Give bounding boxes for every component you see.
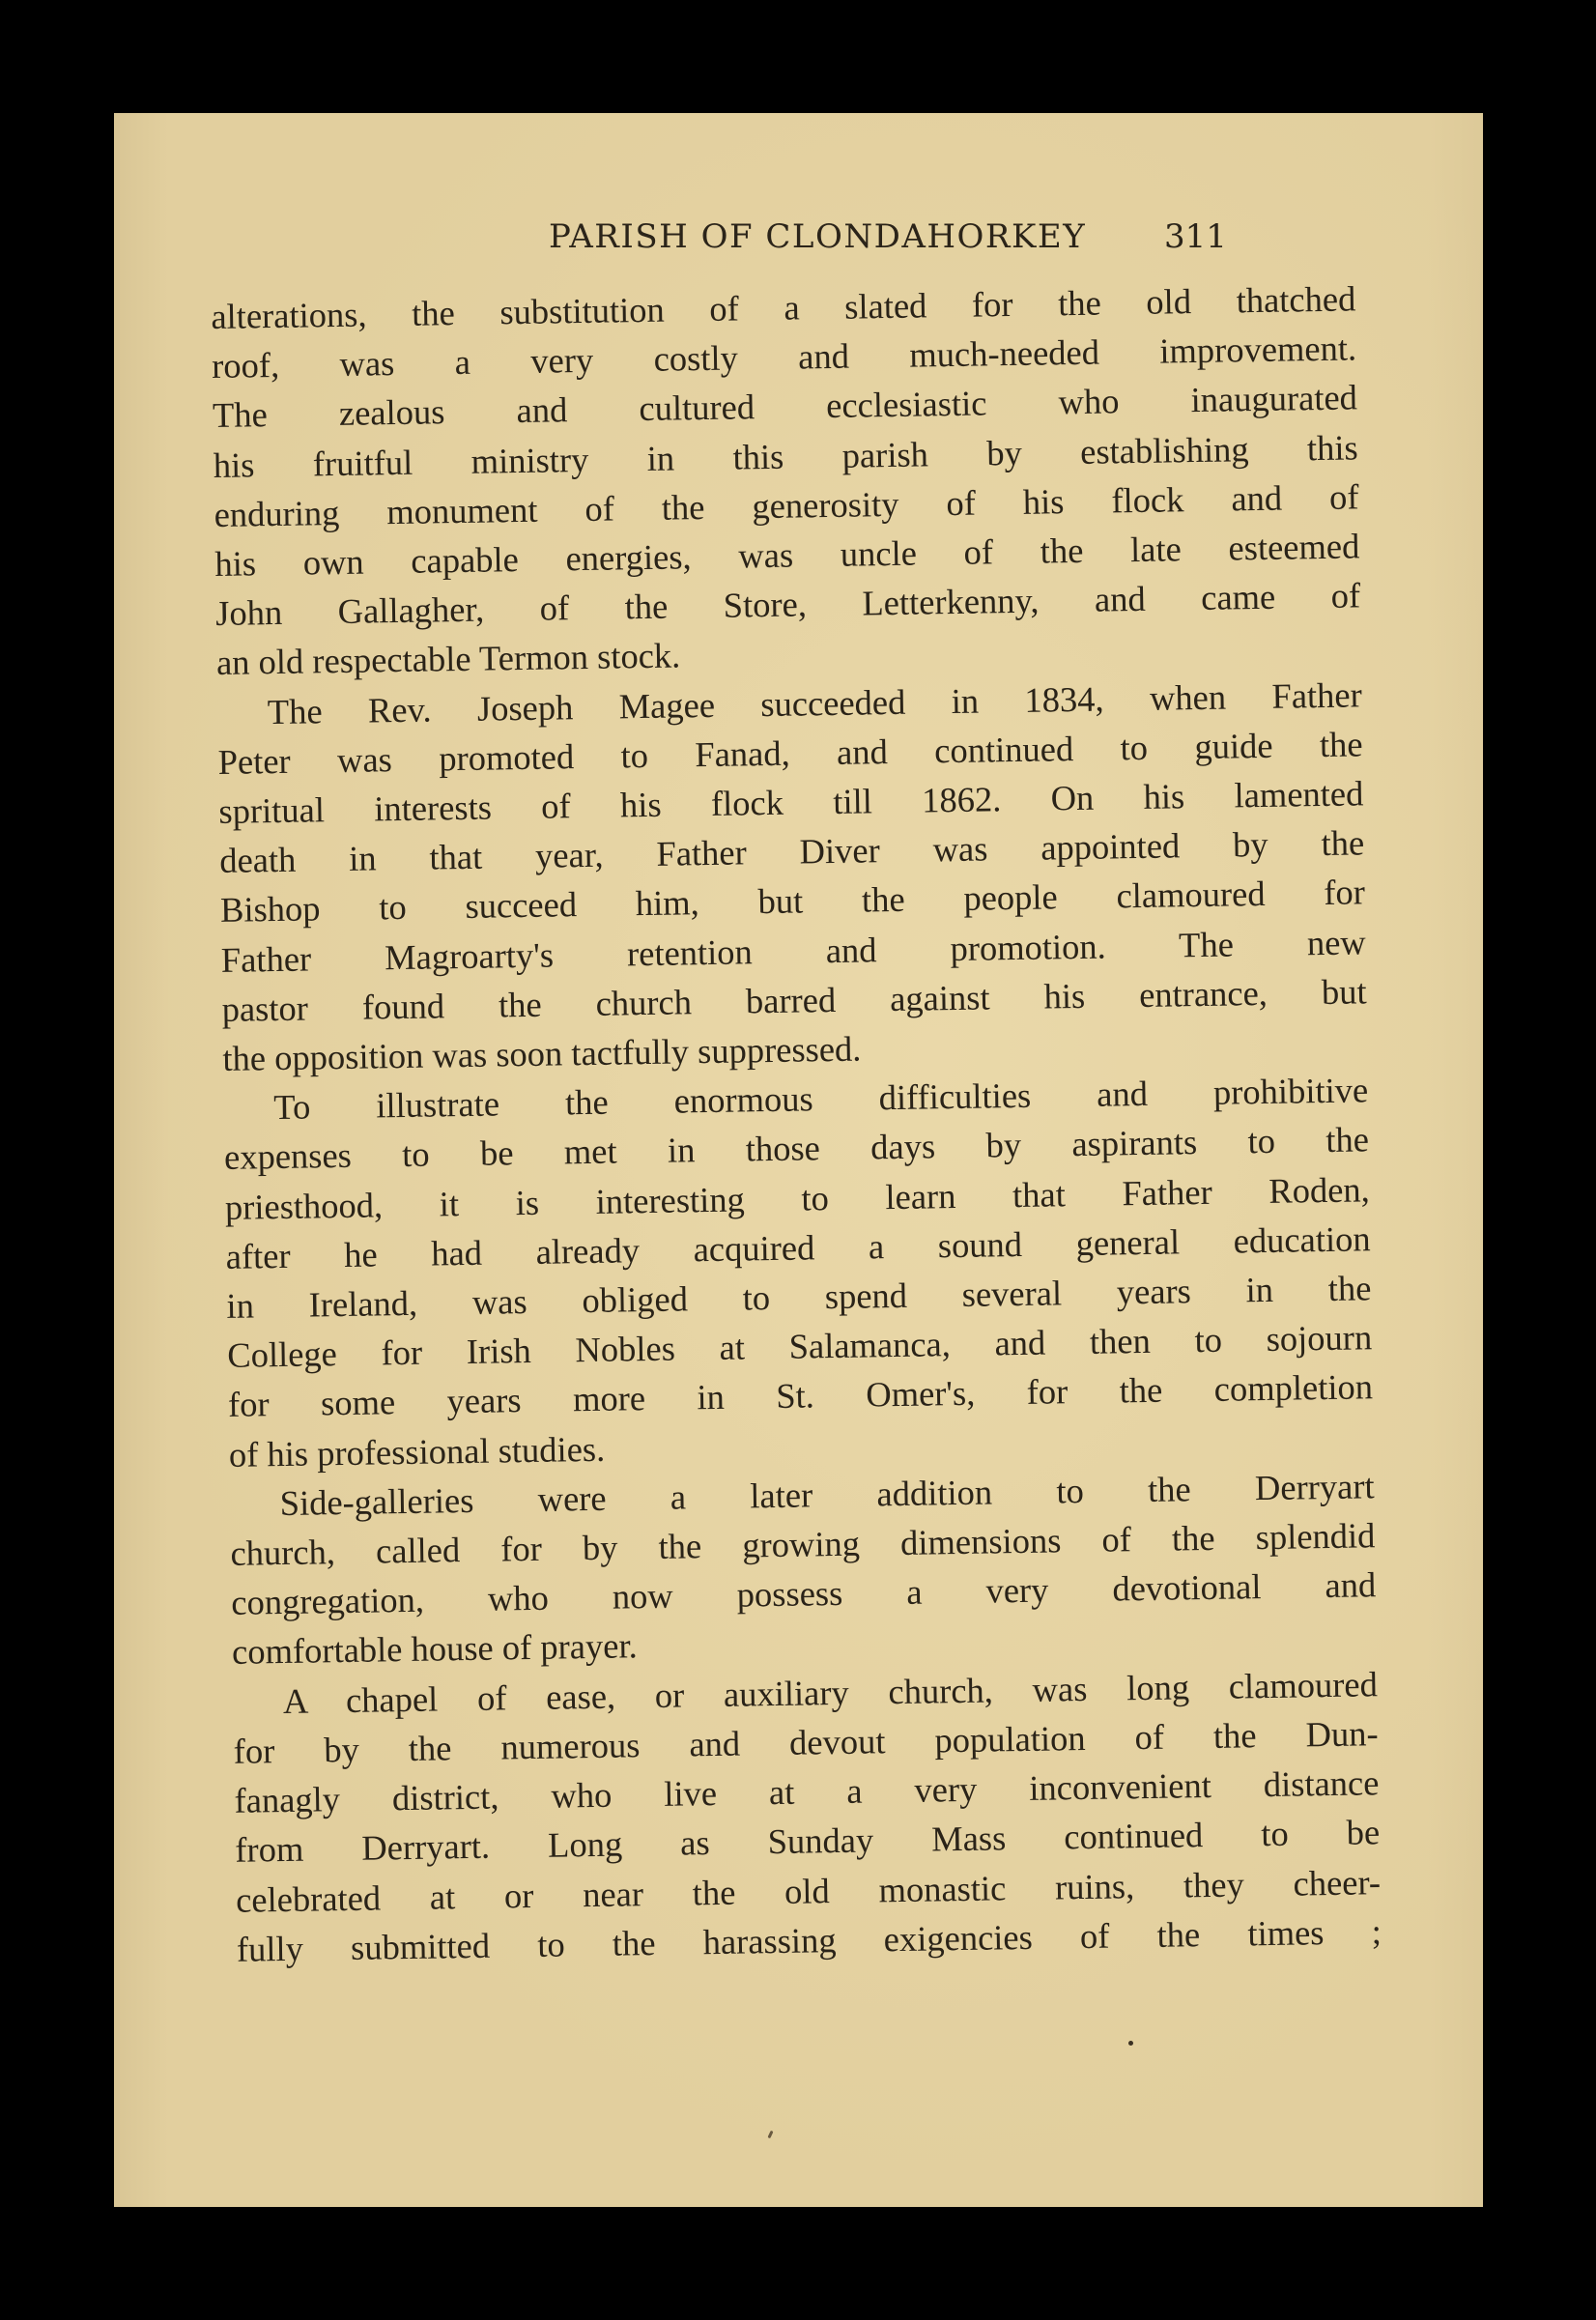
text-line: alterations, the substitution of a slated for the old thatched bbox=[211, 278, 1356, 336]
paragraph bbox=[229, 1461, 1377, 1676]
text-line: celebrated at or near the old monastic ruins, they cheer- bbox=[235, 1861, 1382, 1920]
text-line: for some years more in St. Omer's, for the completion bbox=[227, 1366, 1374, 1425]
text-line: comfortable house of prayer. bbox=[231, 1625, 638, 1673]
text-line: Father Magroarty's retention and promotion. The new bbox=[220, 921, 1367, 980]
text-line: church, called for by the growing dimensions of the splendid bbox=[230, 1515, 1376, 1573]
text-line: congregation, who now possess a very devotional and bbox=[230, 1564, 1377, 1623]
paragraph bbox=[216, 670, 1367, 1083]
text-line: Bishop to succeed him, but the people clamoured for bbox=[219, 872, 1366, 931]
text-line: spritual interests of his flock till 1862. On his lamented bbox=[218, 773, 1364, 831]
text-line: The Rev. Joseph Magee succeeded in 1834, when Father bbox=[267, 673, 1363, 731]
text-line: his fruitful ministry in this parish by establishing this bbox=[213, 426, 1358, 485]
text-line: To illustrate the enormous difficulties and prohibitive bbox=[272, 1070, 1369, 1128]
text-line: The zealous and cultured ecclesiastic who inaugurated bbox=[212, 377, 1358, 436]
paragraph bbox=[233, 1659, 1382, 1974]
text-line: expenses to be met in those days by aspirants to the bbox=[223, 1119, 1370, 1178]
text-line: in Ireland, was obliged to spend several years in the bbox=[226, 1268, 1372, 1326]
text-line: roof, was a very costly and much-needed improvement. bbox=[211, 328, 1357, 387]
paragraph bbox=[211, 273, 1361, 687]
text-line: after he had already acquired a sound general education bbox=[225, 1218, 1371, 1276]
text-line: John Gallagher, of the Store, Letterkenny, and came of bbox=[214, 575, 1361, 634]
text-line: the opposition was soon tactfully suppressed. bbox=[222, 1028, 862, 1078]
book-page bbox=[114, 113, 1483, 2207]
text-line: Side-galleries were a later addition to the Derryart bbox=[279, 1466, 1375, 1523]
text-line: from Derryart. Long as Sunday Mass continued to be bbox=[235, 1812, 1381, 1871]
page-number: 311 bbox=[1164, 217, 1227, 256]
text-line: death in that year, Father Diver was appointed by the bbox=[218, 822, 1365, 881]
page-header bbox=[433, 210, 1341, 268]
text-line: fully submitted to the harassing exigencies of the times ; bbox=[236, 1910, 1382, 1969]
paragraph bbox=[223, 1066, 1374, 1479]
text-line: priesthood, it is interesting to learn that Father Roden, bbox=[224, 1168, 1371, 1227]
running-title: PARISH OF CLONDAHORKEY bbox=[549, 217, 1087, 256]
body-text bbox=[211, 273, 1382, 1973]
text-line: of his professional studies. bbox=[228, 1428, 606, 1475]
text-line: an old respectable Termon stock. bbox=[215, 635, 681, 683]
text-line: fanagly district, who live at a very inconvenient distance bbox=[234, 1762, 1380, 1820]
text-line: his own capable energies, was uncle of the late esteemed bbox=[214, 526, 1360, 584]
ink-speck bbox=[1128, 2041, 1133, 2046]
text-line: pastor found the church barred against his entrance, but bbox=[221, 971, 1367, 1029]
text-line: for by the numerous and devout population of the Dun- bbox=[233, 1713, 1379, 1771]
text-line: A chapel of ease, or auxiliary church, was long clamoured bbox=[282, 1663, 1379, 1721]
text-line: College for Irish Nobles at Salamanca, and then to sojourn bbox=[226, 1317, 1373, 1376]
ink-speck bbox=[767, 2131, 773, 2139]
text-line: Peter was promoted to Fanad, and continued to guide the bbox=[217, 724, 1363, 782]
text-line: enduring monument of the generosity of his flock and of bbox=[214, 476, 1359, 534]
